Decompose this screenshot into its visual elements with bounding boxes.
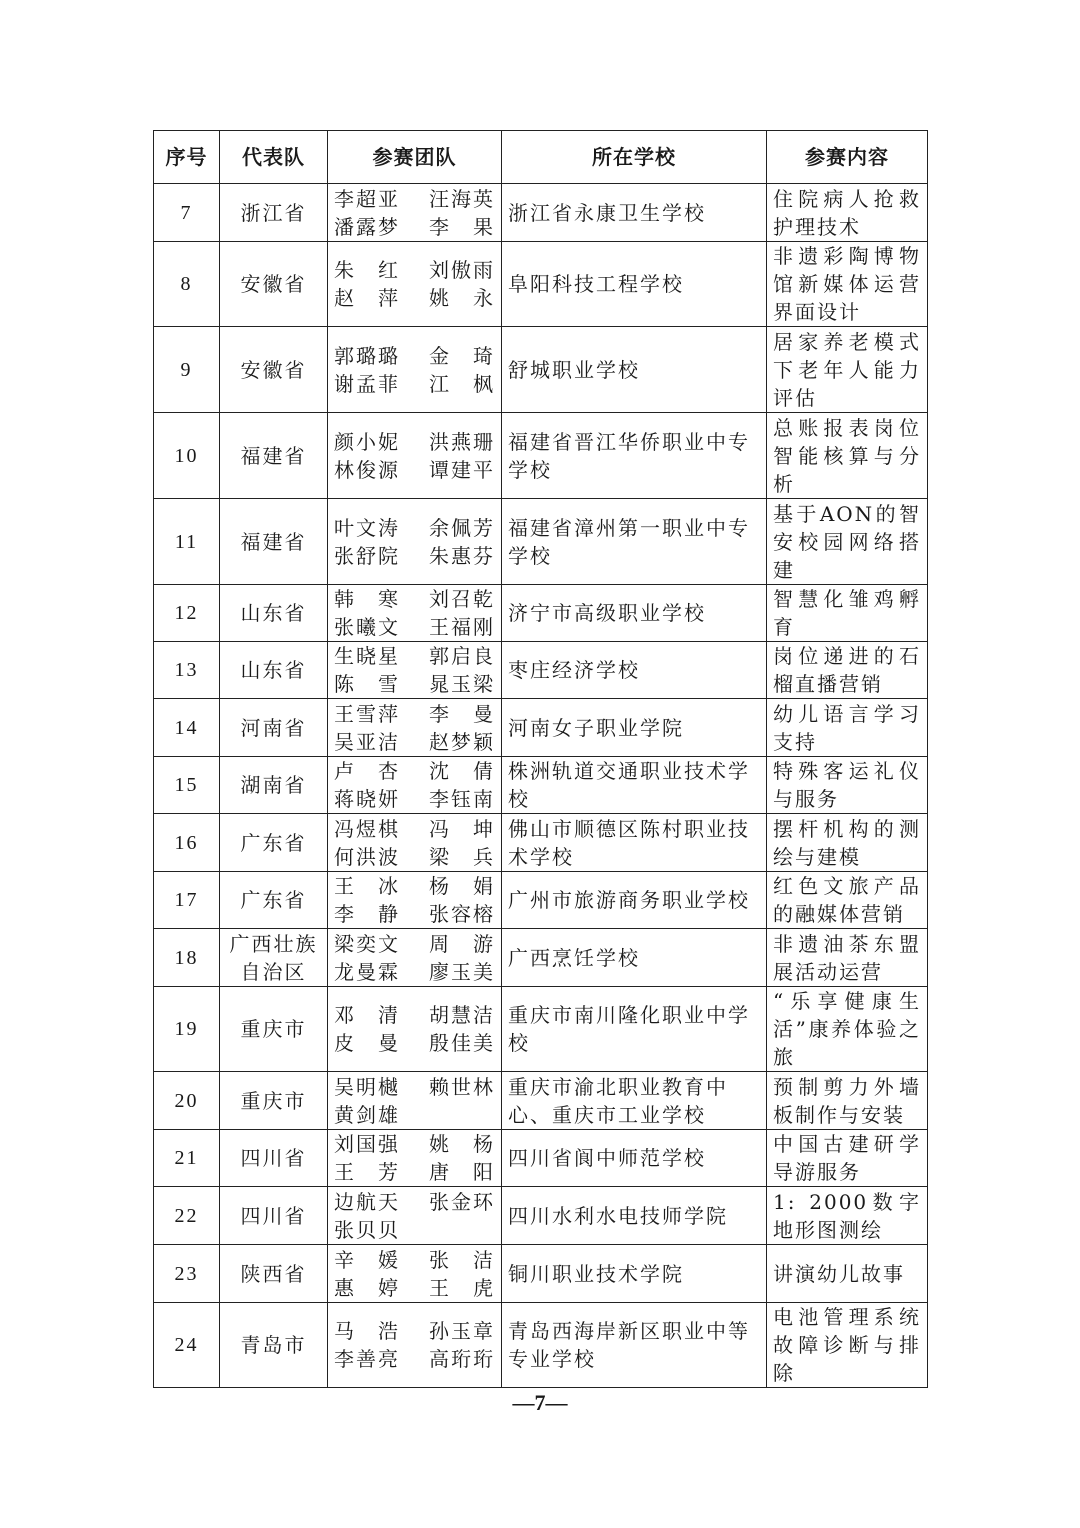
member-name: 辛 媛 xyxy=(334,1247,400,1272)
table-row xyxy=(154,1072,928,1130)
member-name: 姚 永 xyxy=(429,286,495,310)
row-members xyxy=(328,242,502,327)
member-line xyxy=(334,613,495,641)
table-row xyxy=(154,814,928,872)
row-members xyxy=(328,987,502,1072)
member-line xyxy=(334,342,495,370)
member-name: 唐 阳 xyxy=(429,1160,495,1184)
member-name: 皮 曼 xyxy=(334,1031,400,1055)
row-number: 18 xyxy=(154,929,220,987)
row-school: 广西烹饪学校 xyxy=(502,929,767,987)
member-line xyxy=(334,213,495,241)
member-name: 马 浩 xyxy=(334,1319,400,1343)
header-members: 参赛团队 xyxy=(328,131,502,184)
member-name: 王 虎 xyxy=(429,1275,495,1300)
member-line xyxy=(334,670,495,698)
member-name: 赵 萍 xyxy=(334,286,400,310)
member-name: 沈 倩 xyxy=(429,759,495,783)
row-number: 19 xyxy=(154,987,220,1072)
member-line xyxy=(334,1317,495,1345)
row-members xyxy=(328,585,502,642)
member-name: 刘召乾 xyxy=(429,587,495,611)
header-no: 序号 xyxy=(154,131,220,184)
row-team: 山东省 xyxy=(220,585,328,642)
table-row xyxy=(154,757,928,814)
row-number: 20 xyxy=(154,1072,220,1130)
row-number: 21 xyxy=(154,1130,220,1187)
member-name: 高珩珩 xyxy=(429,1347,495,1371)
row-team: 浙江省 xyxy=(220,184,328,242)
table-header-row xyxy=(154,131,928,184)
member-line xyxy=(334,843,495,871)
header-school: 所在学校 xyxy=(502,131,767,184)
member-name: 周 游 xyxy=(429,931,495,956)
row-team: 安徽省 xyxy=(220,242,328,327)
member-line xyxy=(334,1188,495,1216)
member-name: 王 冰 xyxy=(334,874,400,898)
row-team: 福建省 xyxy=(220,499,328,585)
table-row xyxy=(154,1303,928,1388)
member-line xyxy=(334,1073,495,1101)
member-line xyxy=(334,1216,495,1244)
table-row xyxy=(154,642,928,699)
table-row xyxy=(154,327,928,413)
row-school: 浙江省永康卫生学校 xyxy=(502,184,767,242)
member-name: 胡慧洁 xyxy=(429,1003,495,1027)
member-name: 蒋晓妍 xyxy=(334,787,400,811)
member-line xyxy=(334,1246,495,1274)
member-name: 张 洁 xyxy=(429,1247,495,1272)
member-line xyxy=(334,585,495,613)
member-name: 韩 寒 xyxy=(334,587,400,611)
row-team: 广西壮族自治区 xyxy=(220,929,328,987)
member-line xyxy=(334,930,495,958)
row-number: 22 xyxy=(154,1187,220,1245)
member-line xyxy=(334,728,495,756)
row-school: 福建省晋江华侨职业中专学校 xyxy=(502,413,767,499)
member-line xyxy=(334,785,495,813)
row-team: 安徽省 xyxy=(220,327,328,413)
table-row xyxy=(154,184,928,242)
member-line xyxy=(334,1130,495,1158)
row-content: “乐享健康生活”康养体验之旅 xyxy=(767,987,928,1072)
row-number: 16 xyxy=(154,814,220,872)
member-name: 惠 婷 xyxy=(334,1275,400,1300)
member-name: 晁玉梁 xyxy=(429,672,495,696)
member-name: 李钰南 xyxy=(429,787,495,811)
member-line xyxy=(334,757,495,785)
member-name: 孙玉章 xyxy=(429,1319,495,1343)
member-name: 廖玉美 xyxy=(429,959,495,984)
row-members xyxy=(328,642,502,699)
member-name: 谭建平 xyxy=(429,457,495,482)
member-line xyxy=(334,1274,495,1302)
member-name: 李 果 xyxy=(429,214,495,239)
row-team: 重庆市 xyxy=(220,987,328,1072)
member-name: 洪燕珊 xyxy=(429,429,495,454)
member-name: 姚 杨 xyxy=(429,1132,495,1156)
member-line xyxy=(334,428,495,456)
member-line xyxy=(334,514,495,542)
row-number: 10 xyxy=(154,413,220,499)
row-members xyxy=(328,1245,502,1303)
row-team: 青岛市 xyxy=(220,1303,328,1388)
row-school: 佛山市顺德区陈村职业技术学校 xyxy=(502,814,767,872)
member-name: 赵梦颖 xyxy=(429,729,495,754)
member-name: 颜小妮 xyxy=(334,429,400,454)
member-name: 何洪波 xyxy=(334,844,400,869)
row-number: 11 xyxy=(154,499,220,585)
row-members xyxy=(328,1130,502,1187)
member-name: 卢 杏 xyxy=(334,759,400,783)
member-name: 金 琦 xyxy=(429,343,495,368)
table-row xyxy=(154,413,928,499)
member-line xyxy=(334,542,495,570)
row-number: 9 xyxy=(154,327,220,413)
table-row xyxy=(154,1130,928,1187)
row-school: 枣庄经济学校 xyxy=(502,642,767,699)
row-school: 济宁市高级职业学校 xyxy=(502,585,767,642)
row-number: 15 xyxy=(154,757,220,814)
member-name: 张曦文 xyxy=(334,615,400,639)
member-name: 龙曼霖 xyxy=(334,959,400,984)
member-name: 吴明樾 xyxy=(334,1074,400,1099)
member-line xyxy=(334,1345,495,1373)
member-name: 邓 清 xyxy=(334,1003,400,1027)
member-name: 梁 兵 xyxy=(429,844,495,869)
member-name: 赖世林 xyxy=(429,1074,495,1099)
row-team: 广东省 xyxy=(220,872,328,929)
row-number: 7 xyxy=(154,184,220,242)
row-team: 广东省 xyxy=(220,814,328,872)
member-name: 生晓星 xyxy=(334,644,400,668)
table-row xyxy=(154,1187,928,1245)
member-name: 张贝贝 xyxy=(334,1217,400,1242)
member-name: 郭璐璐 xyxy=(334,343,400,368)
table-row xyxy=(154,929,928,987)
table-row xyxy=(154,585,928,642)
row-members xyxy=(328,499,502,585)
row-school: 舒城职业学校 xyxy=(502,327,767,413)
row-content: 总账报表岗位智能核算与分析 xyxy=(767,413,928,499)
member-name: 冯 坤 xyxy=(429,816,495,841)
row-school: 铜川职业技术学院 xyxy=(502,1245,767,1303)
row-team: 四川省 xyxy=(220,1187,328,1245)
member-name: 冯煜棋 xyxy=(334,816,400,841)
row-team: 湖南省 xyxy=(220,757,328,814)
member-name: 张容榕 xyxy=(429,902,495,926)
table-body xyxy=(154,184,928,1388)
member-line xyxy=(334,642,495,670)
row-content: 智慧化雏鸡孵育 xyxy=(767,585,928,642)
row-content: 非遗彩陶博物馆新媒体运营界面设计 xyxy=(767,242,928,327)
member-line xyxy=(334,1101,495,1129)
member-name: 梁奕文 xyxy=(334,931,400,956)
row-team: 四川省 xyxy=(220,1130,328,1187)
member-line xyxy=(334,456,495,484)
member-name: 李 曼 xyxy=(429,701,495,726)
member-name: 王福刚 xyxy=(429,615,495,639)
table-row xyxy=(154,987,928,1072)
member-name: 吴亚洁 xyxy=(334,729,400,754)
member-name: 汪海英 xyxy=(429,186,495,211)
member-line xyxy=(334,284,495,312)
row-content: 预制剪力外墙板制作与安装 xyxy=(767,1072,928,1130)
row-members xyxy=(328,757,502,814)
row-content: 非遗油茶东盟展活动运营 xyxy=(767,929,928,987)
row-members xyxy=(328,1187,502,1245)
member-line xyxy=(334,1001,495,1029)
row-members xyxy=(328,872,502,929)
member-name: 叶文涛 xyxy=(334,515,400,540)
row-school: 福建省漳州第一职业中专学校 xyxy=(502,499,767,585)
row-school: 河南女子职业学院 xyxy=(502,699,767,757)
row-number: 12 xyxy=(154,585,220,642)
row-members xyxy=(328,699,502,757)
row-members xyxy=(328,1303,502,1388)
table-row xyxy=(154,872,928,929)
row-content: 中国古建研学导游服务 xyxy=(767,1130,928,1187)
member-line xyxy=(334,370,495,398)
member-line xyxy=(334,1029,495,1057)
member-name: 李善亮 xyxy=(334,1347,400,1371)
row-team: 福建省 xyxy=(220,413,328,499)
row-content: 红色文旅产品的融媒体营销 xyxy=(767,872,928,929)
member-name: 殷佳美 xyxy=(429,1031,495,1055)
member-line xyxy=(334,256,495,284)
row-team: 河南省 xyxy=(220,699,328,757)
member-name: 刘傲雨 xyxy=(429,258,495,282)
row-content: 特殊客运礼仪与服务 xyxy=(767,757,928,814)
row-school: 重庆市渝北职业教育中心、重庆市工业学校 xyxy=(502,1072,767,1130)
participants-table xyxy=(153,130,928,1388)
row-content: 电池管理系统故障诊断与排除 xyxy=(767,1303,928,1388)
row-content: 摆杆机构的测绘与建模 xyxy=(767,814,928,872)
member-name: 李超亚 xyxy=(334,186,400,211)
row-members xyxy=(328,1072,502,1130)
member-name: 张金环 xyxy=(429,1189,495,1214)
row-school: 青岛西海岸新区职业中等专业学校 xyxy=(502,1303,767,1388)
row-school: 株洲轨道交通职业技术学校 xyxy=(502,757,767,814)
member-name: 郭启良 xyxy=(429,644,495,668)
member-line xyxy=(334,700,495,728)
page-number: —7— xyxy=(512,1390,568,1415)
member-line xyxy=(334,815,495,843)
row-school: 广州市旅游商务职业学校 xyxy=(502,872,767,929)
member-name: 王 芳 xyxy=(334,1160,400,1184)
row-content: 岗位递进的石榴直播营销 xyxy=(767,642,928,699)
member-name: 潘露梦 xyxy=(334,214,400,239)
table-row xyxy=(154,242,928,327)
member-name: 林俊源 xyxy=(334,457,400,482)
member-name: 谢孟菲 xyxy=(334,371,400,396)
row-school: 四川水利水电技师学院 xyxy=(502,1187,767,1245)
member-line xyxy=(334,872,495,900)
row-number: 8 xyxy=(154,242,220,327)
row-members xyxy=(328,184,502,242)
row-content: 基于AON的智安校园网络搭建 xyxy=(767,499,928,585)
header-team: 代表队 xyxy=(220,131,328,184)
member-name: 王雪萍 xyxy=(334,701,400,726)
member-line xyxy=(334,900,495,928)
row-number: 14 xyxy=(154,699,220,757)
row-number: 17 xyxy=(154,872,220,929)
row-number: 24 xyxy=(154,1303,220,1388)
table-row xyxy=(154,499,928,585)
member-name: 朱惠芬 xyxy=(429,543,495,568)
row-number: 23 xyxy=(154,1245,220,1303)
table-row xyxy=(154,1245,928,1303)
row-members xyxy=(328,413,502,499)
member-name: 朱 红 xyxy=(334,258,400,282)
row-content: 幼儿语言学习支持 xyxy=(767,699,928,757)
header-content: 参赛内容 xyxy=(767,131,928,184)
member-line xyxy=(334,1158,495,1186)
row-content: 住院病人抢救护理技术 xyxy=(767,184,928,242)
row-team: 陕西省 xyxy=(220,1245,328,1303)
member-line xyxy=(334,958,495,986)
row-content: 讲演幼儿故事 xyxy=(767,1245,928,1303)
row-members xyxy=(328,814,502,872)
row-content: 居家养老模式下老年人能力评估 xyxy=(767,327,928,413)
member-name: 刘国强 xyxy=(334,1132,400,1156)
member-name: 张舒院 xyxy=(334,543,400,568)
row-team: 重庆市 xyxy=(220,1072,328,1130)
row-school: 四川省阆中师范学校 xyxy=(502,1130,767,1187)
row-school: 阜阳科技工程学校 xyxy=(502,242,767,327)
row-number: 13 xyxy=(154,642,220,699)
member-name: 江 枫 xyxy=(429,371,495,396)
member-name: 余佩芳 xyxy=(429,515,495,540)
member-name: 陈 雪 xyxy=(334,672,400,696)
row-school: 重庆市南川隆化职业中学校 xyxy=(502,987,767,1072)
row-content: 1: 2000数字地形图测绘 xyxy=(767,1187,928,1245)
member-name: 杨 娟 xyxy=(429,874,495,898)
member-name: 李 静 xyxy=(334,902,400,926)
member-name: 边航天 xyxy=(334,1189,400,1214)
row-team: 山东省 xyxy=(220,642,328,699)
row-members xyxy=(328,327,502,413)
table-row xyxy=(154,699,928,757)
member-name: 黄剑雄 xyxy=(334,1102,400,1127)
member-line xyxy=(334,185,495,213)
row-members xyxy=(328,929,502,987)
